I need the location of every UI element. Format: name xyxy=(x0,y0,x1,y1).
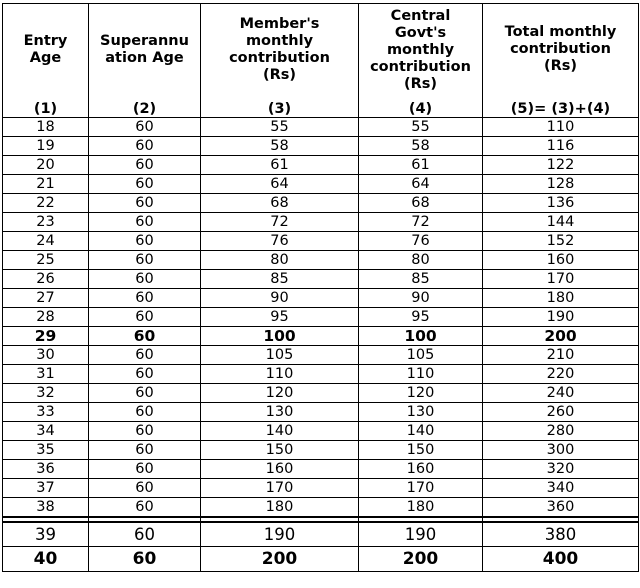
table-cell: 110 xyxy=(359,365,483,384)
table-cell: 36 xyxy=(3,460,89,479)
table-row xyxy=(3,346,639,365)
table-cell: 160 xyxy=(483,251,639,270)
table-cell: 110 xyxy=(483,118,639,137)
table-cell: 72 xyxy=(359,213,483,232)
table-cell: 27 xyxy=(3,289,89,308)
table-cell: 31 xyxy=(3,365,89,384)
table-cell: 220 xyxy=(483,365,639,384)
table-cell: 152 xyxy=(483,232,639,251)
table-row xyxy=(3,498,639,518)
table-cell: 61 xyxy=(359,156,483,175)
table-cell: 26 xyxy=(3,270,89,289)
table-cell: 60 xyxy=(89,422,201,441)
table-cell: 80 xyxy=(359,251,483,270)
table-cell: 122 xyxy=(483,156,639,175)
table-cell: 210 xyxy=(483,346,639,365)
table-cell: 40 xyxy=(3,547,89,572)
table-cell: 60 xyxy=(89,547,201,572)
table-row xyxy=(3,384,639,403)
table-cell: 18 xyxy=(3,118,89,137)
table-row xyxy=(3,522,639,547)
table-row xyxy=(3,194,639,213)
table-cell: 30 xyxy=(3,346,89,365)
table-row xyxy=(3,460,639,479)
table-row xyxy=(3,308,639,327)
table-cell: 60 xyxy=(89,346,201,365)
column-number-row xyxy=(3,95,639,118)
table-row xyxy=(3,422,639,441)
table-cell: 120 xyxy=(359,384,483,403)
column-number: (4) xyxy=(359,95,483,118)
table-cell: 80 xyxy=(201,251,359,270)
table-cell: 280 xyxy=(483,422,639,441)
table-cell: 24 xyxy=(3,232,89,251)
table-cell: 130 xyxy=(359,403,483,422)
table-cell: 55 xyxy=(359,118,483,137)
table-cell: 136 xyxy=(483,194,639,213)
table-cell: 260 xyxy=(483,403,639,422)
table-cell: 21 xyxy=(3,175,89,194)
table-cell: 60 xyxy=(89,289,201,308)
table-row xyxy=(3,270,639,289)
table-cell: 90 xyxy=(201,289,359,308)
table-cell: 90 xyxy=(359,289,483,308)
table-cell: 170 xyxy=(483,270,639,289)
table-cell: 140 xyxy=(201,422,359,441)
table-cell: 105 xyxy=(201,346,359,365)
table-cell: 60 xyxy=(89,213,201,232)
header-member-contribution: Member's monthly contribution (Rs) xyxy=(201,4,359,96)
table-cell: 60 xyxy=(89,365,201,384)
column-number: (3) xyxy=(201,95,359,118)
contribution-table xyxy=(2,3,639,572)
table-row xyxy=(3,547,639,572)
table-cell: 60 xyxy=(89,270,201,289)
table-cell: 180 xyxy=(359,498,483,518)
table-cell: 150 xyxy=(359,441,483,460)
table-cell: 19 xyxy=(3,137,89,156)
table-cell: 32 xyxy=(3,384,89,403)
table-cell: 60 xyxy=(89,479,201,498)
table-cell: 68 xyxy=(359,194,483,213)
table-cell: 340 xyxy=(483,479,639,498)
table-cell: 200 xyxy=(483,327,639,346)
table-cell: 150 xyxy=(201,441,359,460)
table-cell: 190 xyxy=(201,522,359,547)
table-cell: 180 xyxy=(201,498,359,518)
table-row xyxy=(3,156,639,175)
header-total-contribution: Total monthly contribution (Rs) xyxy=(483,4,639,96)
table-cell: 60 xyxy=(89,232,201,251)
table-cell: 22 xyxy=(3,194,89,213)
table-cell: 60 xyxy=(89,384,201,403)
table-cell: 55 xyxy=(201,118,359,137)
table-cell: 130 xyxy=(201,403,359,422)
table-cell: 95 xyxy=(201,308,359,327)
table-cell: 360 xyxy=(483,498,639,518)
table-row xyxy=(3,137,639,156)
table-cell: 380 xyxy=(483,522,639,547)
table-cell: 68 xyxy=(201,194,359,213)
table-cell: 60 xyxy=(89,251,201,270)
table-cell: 400 xyxy=(483,547,639,572)
table-cell: 60 xyxy=(89,175,201,194)
table-cell: 64 xyxy=(201,175,359,194)
table-row xyxy=(3,175,639,194)
table-cell: 160 xyxy=(201,460,359,479)
table-row xyxy=(3,232,639,251)
table-cell: 128 xyxy=(483,175,639,194)
table-row xyxy=(3,118,639,137)
table-cell: 320 xyxy=(483,460,639,479)
table-row xyxy=(3,403,639,422)
table-cell: 37 xyxy=(3,479,89,498)
table-cell: 34 xyxy=(3,422,89,441)
table-cell: 60 xyxy=(89,327,201,346)
column-number: (1) xyxy=(3,95,89,118)
table-row xyxy=(3,365,639,384)
table-cell: 170 xyxy=(359,479,483,498)
table-cell: 58 xyxy=(201,137,359,156)
table-cell: 120 xyxy=(201,384,359,403)
table-cell: 144 xyxy=(483,213,639,232)
table-row xyxy=(3,289,639,308)
table-cell: 60 xyxy=(89,156,201,175)
table-cell: 116 xyxy=(483,137,639,156)
table-cell: 100 xyxy=(359,327,483,346)
table-cell: 85 xyxy=(201,270,359,289)
table-cell: 85 xyxy=(359,270,483,289)
table-cell: 140 xyxy=(359,422,483,441)
table-cell: 60 xyxy=(89,498,201,518)
table-cell: 60 xyxy=(89,118,201,137)
table-cell: 35 xyxy=(3,441,89,460)
table-cell: 28 xyxy=(3,308,89,327)
table-cell: 72 xyxy=(201,213,359,232)
table-cell: 25 xyxy=(3,251,89,270)
table-cell: 240 xyxy=(483,384,639,403)
column-number: (2) xyxy=(89,95,201,118)
header-govt-contribution: Central Govt's monthly contribution (Rs) xyxy=(359,4,483,96)
table-cell: 39 xyxy=(3,522,89,547)
table-cell: 58 xyxy=(359,137,483,156)
table-row xyxy=(3,441,639,460)
table-cell: 29 xyxy=(3,327,89,346)
header-row xyxy=(3,4,639,96)
header-entry-age: Entry Age xyxy=(3,4,89,96)
table-cell: 200 xyxy=(201,547,359,572)
table-cell: 180 xyxy=(483,289,639,308)
table-cell: 60 xyxy=(89,137,201,156)
table-row xyxy=(3,251,639,270)
table-cell: 60 xyxy=(89,308,201,327)
table-cell: 38 xyxy=(3,498,89,518)
table-cell: 76 xyxy=(201,232,359,251)
table-cell: 76 xyxy=(359,232,483,251)
table-row xyxy=(3,479,639,498)
table-cell: 100 xyxy=(201,327,359,346)
table-cell: 170 xyxy=(201,479,359,498)
table-cell: 23 xyxy=(3,213,89,232)
table-row xyxy=(3,213,639,232)
table-cell: 20 xyxy=(3,156,89,175)
table-cell: 300 xyxy=(483,441,639,460)
table-cell: 105 xyxy=(359,346,483,365)
table-cell: 190 xyxy=(483,308,639,327)
table-cell: 110 xyxy=(201,365,359,384)
table-row xyxy=(3,327,639,346)
table-cell: 200 xyxy=(359,547,483,572)
table-cell: 60 xyxy=(89,522,201,547)
header-superannuation-age: Superannu ation Age xyxy=(89,4,201,96)
table-cell: 60 xyxy=(89,460,201,479)
column-number: (5)= (3)+(4) xyxy=(483,95,639,118)
table-cell: 61 xyxy=(201,156,359,175)
table-cell: 33 xyxy=(3,403,89,422)
table-cell: 60 xyxy=(89,441,201,460)
table-cell: 64 xyxy=(359,175,483,194)
table-cell: 60 xyxy=(89,403,201,422)
table-cell: 190 xyxy=(359,522,483,547)
table-cell: 95 xyxy=(359,308,483,327)
table-cell: 160 xyxy=(359,460,483,479)
table-cell: 60 xyxy=(89,194,201,213)
